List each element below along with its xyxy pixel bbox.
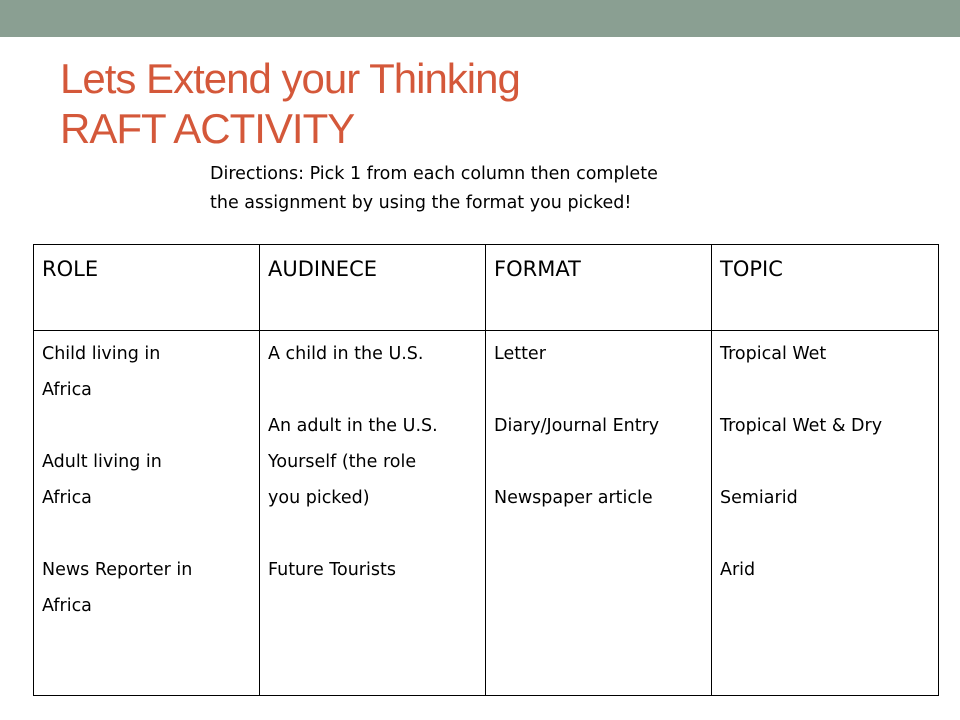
role-item: Africa xyxy=(42,380,92,400)
raft-table xyxy=(33,244,939,696)
header-format: FORMAT xyxy=(486,245,712,331)
format-cell xyxy=(486,331,712,696)
topic-cell xyxy=(712,331,939,696)
role-item: Africa xyxy=(42,488,92,508)
audience-item: A child in the U.S. xyxy=(268,344,424,364)
format-item: Letter xyxy=(494,344,546,364)
role-item: Child living in xyxy=(42,344,161,364)
directions-text xyxy=(210,160,810,218)
role-item: News Reporter in xyxy=(42,560,193,580)
top-accent-bar xyxy=(0,0,960,37)
title-line-2: RAFT ACTIVITY xyxy=(60,105,355,152)
topic-item: Tropical Wet & Dry xyxy=(720,416,883,436)
directions-line-1: Directions: Pick 1 from each column then complete xyxy=(210,164,658,184)
format-item: Newspaper article xyxy=(494,488,653,508)
topic-item: Semiarid xyxy=(720,488,798,508)
slide-title xyxy=(60,54,920,154)
header-role: ROLE xyxy=(34,245,260,331)
table-header-row xyxy=(34,245,939,331)
audience-item: Future Tourists xyxy=(268,560,396,580)
audience-item: An adult in the U.S. xyxy=(268,416,438,436)
topic-item: Tropical Wet xyxy=(720,344,827,364)
role-item: Africa xyxy=(42,596,92,616)
audience-item: Yourself (the role xyxy=(268,452,417,472)
topic-item: Arid xyxy=(720,560,756,580)
audience-cell xyxy=(260,331,486,696)
title-line-1: Lets Extend your Thinking xyxy=(60,55,520,102)
table-row xyxy=(34,331,939,696)
audience-item: you picked) xyxy=(268,488,370,508)
directions-line-2: the assignment by using the format you picked! xyxy=(210,193,632,213)
format-item: Diary/Journal Entry xyxy=(494,416,660,436)
header-audience: AUDINECE xyxy=(260,245,486,331)
role-cell xyxy=(34,331,260,696)
header-topic: TOPIC xyxy=(712,245,939,331)
role-item: Adult living in xyxy=(42,452,162,472)
